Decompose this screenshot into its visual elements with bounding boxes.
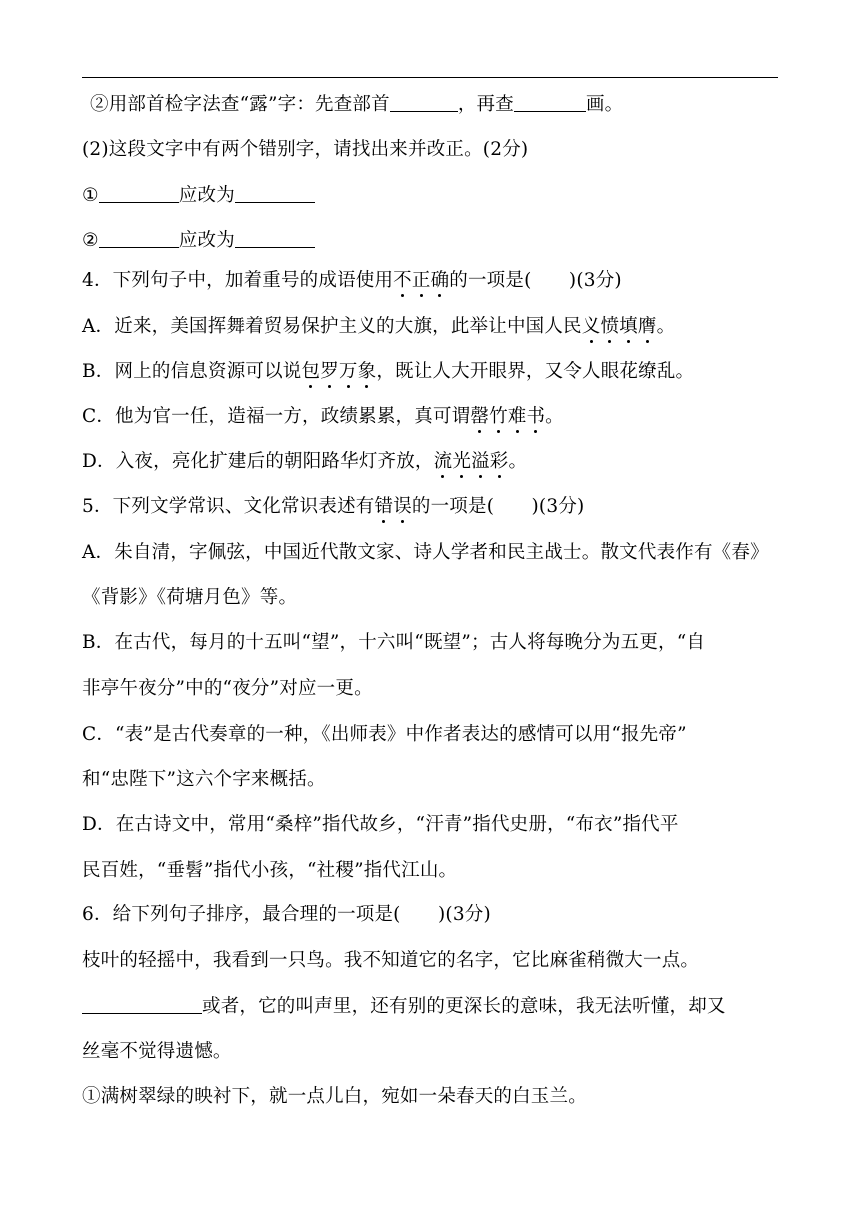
emphasis-char: 竹	[489, 406, 508, 427]
passage-line-3: 丝毫不觉得遗憾。	[82, 1041, 232, 1062]
option-4d: D．入夜，亮化扩建后的朝阳路华灯齐放，流光溢彩。	[82, 451, 528, 472]
emphasis-char: 彩	[489, 451, 509, 472]
emphasis-char: 光	[452, 451, 472, 472]
fill-blank	[99, 184, 179, 203]
emphasis-char: 错	[374, 496, 394, 517]
emphasis-char: 愤	[600, 316, 620, 337]
fill-blank	[235, 184, 315, 203]
option-4a: A．近来，美国挥舞着贸易保护主义的大旗，此举让中国人民义愤填膺。	[82, 316, 676, 337]
emphasis-char: 象	[357, 361, 377, 382]
emphasis-char: 罄	[470, 406, 490, 427]
emphasis-char: 填	[619, 316, 638, 337]
option-5a-line-2: 《背影》《荷塘月色》等。	[82, 587, 298, 608]
line-1: ②用部首检字法查“露”字：先查部首 ，再查 画。	[90, 94, 624, 115]
line-4: ② 应改为	[82, 228, 782, 254]
option-5c-line-2: 和“忠陛下”这六个字来概括。	[82, 769, 326, 790]
emphasis-char: 包	[301, 361, 321, 382]
header-rule	[82, 77, 778, 78]
option-5c-line-1: C．“表”是古代奏章的一种，《出师表》中作者表达的感情可以用“报先帝”	[82, 724, 687, 745]
sentence-1: ①满树翠绿的映衬下，就一点儿白，宛如一朵春天的白玉兰。	[82, 1086, 587, 1107]
fill-blank	[390, 93, 458, 112]
option-4c: C．他为官一任，造福一方，政绩累累，真可谓罄竹难书。	[82, 406, 564, 427]
emphasis-char: 义	[581, 316, 601, 337]
fill-blank	[99, 229, 179, 248]
emphasis-char: 书	[526, 406, 546, 427]
passage-line-2: 或者，它的叫声里，还有别的更深长的意味，我无法听懂，却又	[82, 994, 782, 1020]
option-5b-line-1: B．在古代，每月的十五叫“望”，十六叫“既望”；古人将每晚分为五更，“自	[82, 632, 706, 653]
emphasis-char: 难	[507, 406, 527, 427]
fill-blank	[235, 229, 315, 248]
question-4: 4．下列句子中，加着重号的成语使用不正确的一项是( )(3分)	[82, 270, 622, 291]
question-5: 5．下列文学常识、文化常识表述有错误的一项是( )(3分)	[82, 496, 585, 517]
option-4b: B．网上的信息资源可以说包罗万象，既让人大开眼界，又令人眼花缭乱。	[82, 361, 695, 382]
line-2: (2)这段文字中有两个错别字，请找出来并改正。(2分)	[82, 139, 529, 160]
option-5d-line-2: 民百姓，“垂髫”指代小孩，“社稷”指代江山。	[82, 860, 458, 881]
passage-line-1: 枝叶的轻摇中，我看到一只鸟。我不知道它的名字，它比麻雀稍微大一点。	[82, 950, 700, 971]
emphasis-char: 万	[338, 361, 358, 382]
emphasis-char: 溢	[471, 451, 490, 472]
emphasis-char: 误	[393, 496, 412, 517]
option-5b-line-2: 非亭午夜分”中的“夜分”对应一更。	[82, 678, 373, 699]
emphasis-char: 膺	[637, 316, 657, 337]
fill-blank	[514, 93, 586, 112]
fill-blank	[82, 995, 202, 1014]
option-5a-line-1: A．朱自清，字佩弦，中国近代散文家、诗人学者和民主战士。散文代表作有《春》	[82, 542, 769, 563]
emphasis-char: 罗	[320, 361, 339, 382]
option-5d-line-1: D．在古诗文中，常用“桑梓”指代故乡，“汗青”指代史册，“布衣”指代平	[82, 814, 679, 835]
line-3: ① 应改为	[82, 183, 782, 209]
question-6: 6．给下列句子排序，最合理的一项是( )(3分)	[82, 904, 491, 925]
emphasis-char: 正	[411, 270, 431, 291]
emphasis-char: 确	[430, 270, 450, 291]
emphasis-char: 不	[393, 270, 412, 291]
emphasis-char: 流	[433, 451, 453, 472]
